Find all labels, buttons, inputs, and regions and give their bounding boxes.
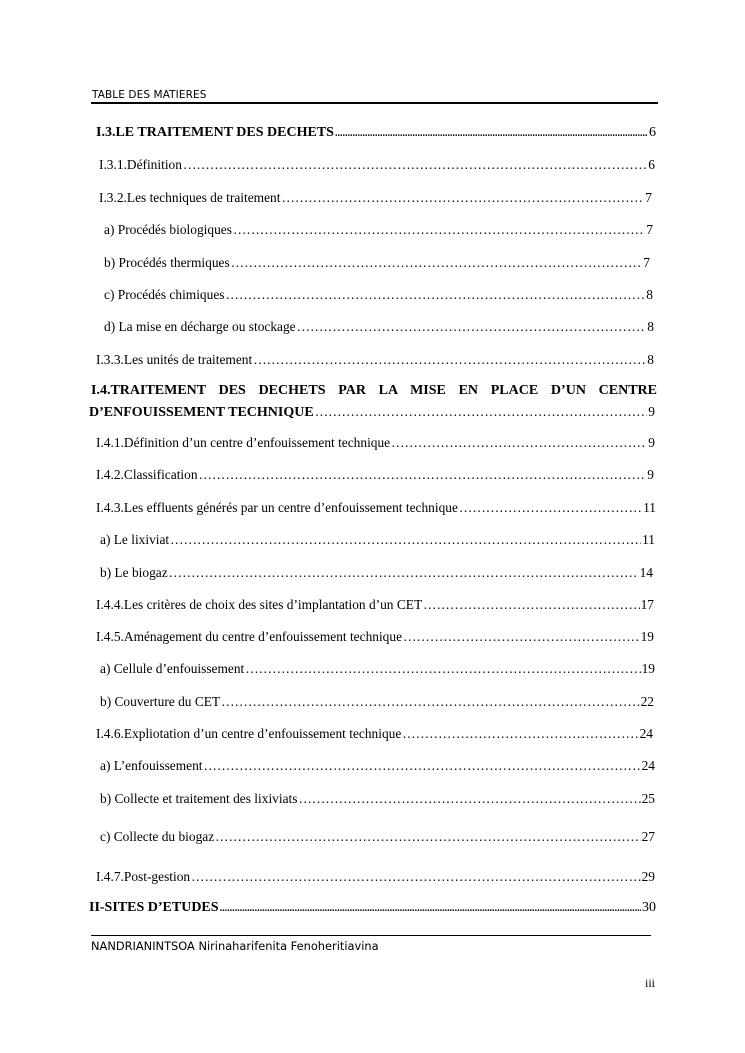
toc-entry-page: 14 — [639, 565, 653, 580]
toc-entry[interactable] — [96, 352, 654, 368]
toc-leader — [169, 565, 639, 581]
toc-entry-page: 29 — [641, 869, 655, 884]
toc-entry-title: I.3.2.Les techniques de traitement — [99, 190, 281, 205]
toc-leader — [281, 190, 644, 206]
header-rule — [91, 102, 658, 104]
toc-leader — [315, 404, 648, 420]
toc-entry-page: 6 — [648, 157, 655, 172]
toc-entry-title: a) Cellule d’enfouissement — [100, 661, 245, 676]
toc-entry[interactable] — [96, 435, 655, 451]
toc-entry-page: 6 — [649, 125, 656, 140]
toc-leader — [245, 661, 640, 677]
toc-entry[interactable] — [100, 829, 655, 845]
toc-leader — [253, 352, 646, 368]
toc-entry-page: 9 — [648, 435, 655, 450]
toc-entry[interactable] — [100, 661, 655, 677]
toc-entry-page: 9 — [647, 467, 654, 482]
toc-entry-title: I.4.4.Les critères de choix des sites d’implantation d’un CET — [96, 597, 423, 612]
footer-author — [91, 939, 379, 953]
toc-entry[interactable] — [89, 404, 655, 421]
toc-leader — [220, 900, 641, 917]
toc-entry-title: a) L’enfouissement — [100, 758, 203, 773]
toc-entry-page: 8 — [647, 319, 654, 334]
toc-entry-page: 22 — [640, 694, 654, 709]
toc-entry-title: I.4.7.Post-gestion — [96, 869, 191, 884]
toc-entry[interactable] — [104, 319, 654, 335]
toc-leader — [199, 467, 647, 483]
toc-leader — [403, 629, 640, 645]
page-number: iii — [645, 976, 656, 990]
toc-leader — [423, 597, 639, 613]
toc-entry[interactable] — [104, 222, 653, 238]
toc-leader — [221, 694, 639, 710]
page-header-title: TABLE DES MATIERES — [92, 89, 207, 101]
toc-entry-title: I.4.3.Les effluents générés par un centre d’enfouissement technique — [96, 500, 458, 515]
toc-leader — [231, 255, 643, 271]
toc-entry-title: I.3.1.Définition — [99, 157, 182, 172]
toc-entry-title: I.4.2.Classification — [96, 467, 198, 482]
toc-entry-title: b) Le biogaz — [100, 565, 168, 580]
toc-entry-title: c) Collecte du biogaz — [100, 829, 215, 844]
toc-leader — [225, 287, 645, 303]
toc-entry[interactable] — [96, 125, 656, 142]
toc-entry-title: a) Le lixiviat — [100, 532, 170, 547]
toc-entry-page: 30 — [642, 900, 656, 915]
toc-entry-title: I.4.1.Définition d’un centre d’enfouissement technique — [96, 435, 391, 450]
toc-leader — [391, 435, 647, 451]
toc-entry[interactable] — [96, 467, 654, 483]
toc-entry-title: b) Couverture du CET — [100, 694, 221, 709]
toc-entry-title: I.4.6.Expliotation d’un centre d’enfouissement technique — [96, 726, 402, 741]
toc-entry-title: a) Procédés biologiques — [104, 222, 232, 237]
toc-entry-page: 7 — [646, 222, 653, 237]
toc-entry-page: 7 — [643, 255, 650, 270]
toc-entry-wrapped-title-line1[interactable]: I.4.TRAITEMENT DES DECHETS PAR LA MISE EN PLACE D’UN CENTRE — [91, 383, 657, 398]
toc-entry[interactable] — [96, 629, 654, 645]
toc-entry[interactable] — [100, 532, 655, 548]
toc-entry-page: 19 — [640, 629, 654, 644]
toc-entry-page: 7 — [645, 190, 652, 205]
footer-rule — [91, 935, 651, 936]
footer-author-text: NANDRIANINTSOA Nirinaharifenita Fenoheritiavina — [91, 939, 379, 953]
toc-entry[interactable] — [89, 900, 656, 917]
toc-entry-title: b) Procédés thermiques — [104, 255, 230, 270]
toc-leader — [402, 726, 638, 742]
toc-entry-title: I.4.5.Aménagement du centre d’enfouissement technique — [96, 629, 403, 644]
toc-leader — [191, 869, 641, 885]
toc-entry-page: 8 — [647, 352, 654, 367]
toc-entry[interactable] — [96, 597, 654, 613]
toc-entry[interactable] — [96, 869, 655, 885]
toc-entry-title: c) Procédés chimiques — [104, 287, 225, 302]
toc-entry-title: d) La mise en décharge ou stockage — [104, 319, 296, 334]
toc-leader — [298, 791, 640, 807]
toc-entry-title: D’ENFOUISSEMENT TECHNIQUE — [89, 405, 314, 420]
toc-entry[interactable] — [100, 694, 654, 710]
toc-leader — [459, 500, 642, 516]
toc-entry-page: 19 — [641, 661, 655, 676]
toc-entry-title: II-SITES D’ETUDES — [89, 900, 219, 915]
toc-entry[interactable] — [100, 791, 655, 807]
toc-entry[interactable] — [96, 726, 653, 742]
toc-leader — [183, 157, 647, 173]
toc-entry-page: 27 — [641, 829, 655, 844]
toc-entry-page: 11 — [643, 500, 656, 515]
toc-entry[interactable] — [99, 157, 655, 173]
toc-entry-title: I.3.LE TRAITEMENT DES DECHETS — [96, 125, 334, 140]
toc-leader — [204, 758, 641, 774]
toc-entry-page: 17 — [640, 597, 654, 612]
toc-leader — [170, 532, 641, 548]
toc-leader — [335, 125, 648, 142]
toc-entry[interactable] — [100, 758, 655, 774]
toc-entry-page: 8 — [646, 287, 653, 302]
toc-leader — [297, 319, 647, 335]
toc-entry-page: 25 — [641, 791, 655, 806]
toc-entry-title: b) Collecte et traitement des lixiviats — [100, 791, 298, 806]
toc-leader — [215, 829, 640, 845]
toc-entry-page: 9 — [648, 404, 655, 419]
toc-entry-page: 11 — [642, 532, 655, 547]
toc-entry[interactable] — [104, 287, 653, 303]
toc-entry[interactable] — [100, 565, 653, 581]
toc-entry-page: 24 — [641, 758, 655, 773]
toc-leader — [233, 222, 645, 238]
toc-entry[interactable] — [104, 255, 650, 271]
toc-entry-page: 24 — [639, 726, 653, 741]
toc-entry[interactable] — [99, 190, 652, 206]
toc-entry-title: I.3.3.Les unités de traitement — [96, 352, 253, 367]
toc-entry[interactable] — [96, 500, 656, 516]
